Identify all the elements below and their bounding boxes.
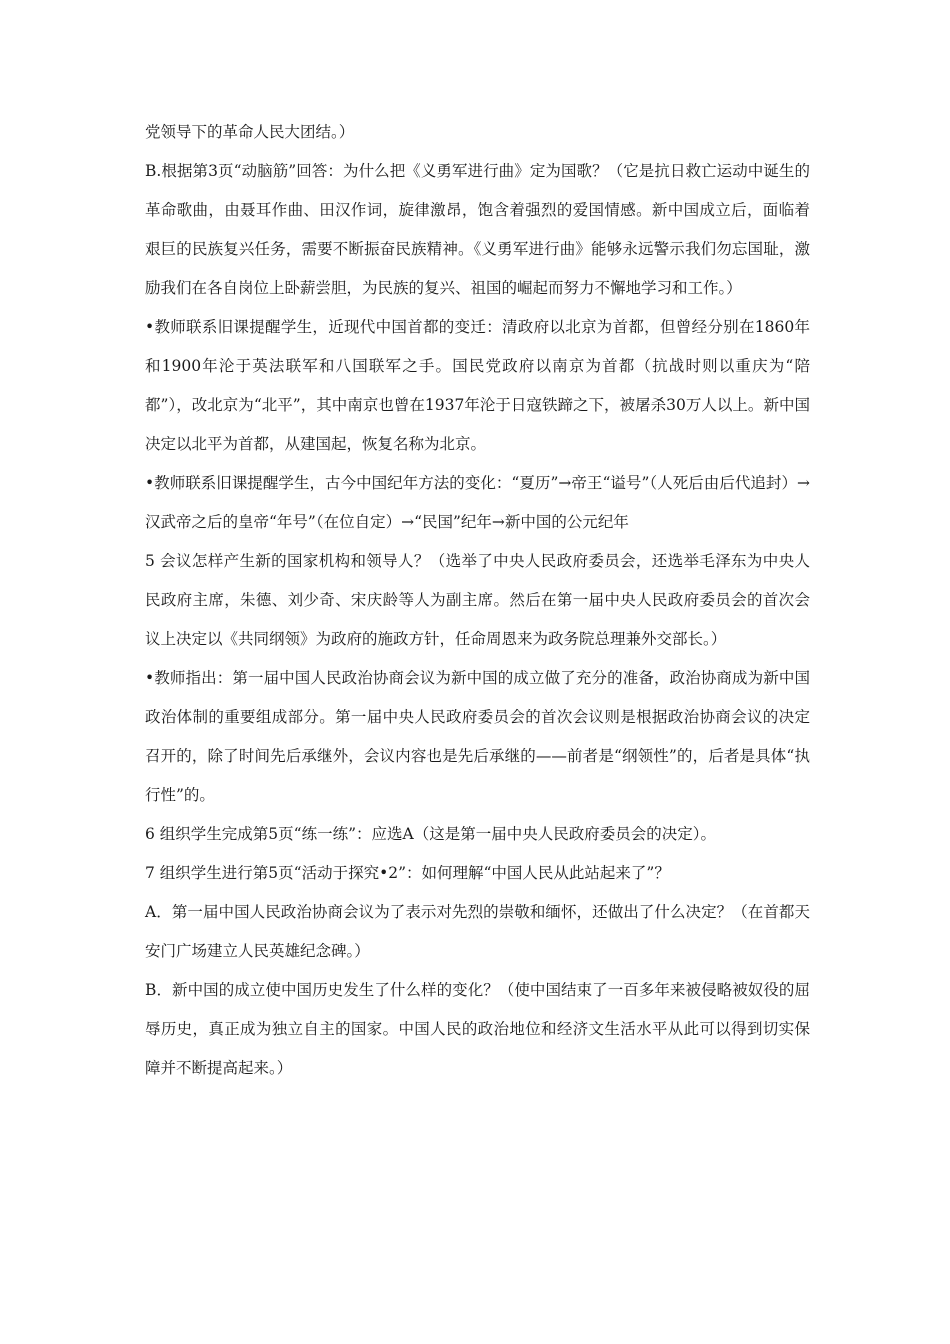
paragraph-question-6: 6 组织学生完成第5页“练一练”：应选A（这是第一届中央人民政府委员会的决定）。 (145, 825, 716, 843)
document-body (145, 113, 810, 1088)
paragraph-national-anthem: B.根据第3页“动脑筋”回答：为什么把《义勇军进行曲》定为国歌？（它是抗日救亡运动中诞生的革命歌曲，由聂耳作曲、田汉作词，旋律激昂，饱含着强烈的爱国情感。新中国成立后，面临着艰巨的民族复兴任务，需要不断振奋民族精神。《义勇军进行曲》能够永远警示我们勿忘国耻，激励我们在各自岗位上卧薪尝胆，为民族的复兴、祖国的崛起而努力不懈地学习和工作。） (145, 162, 810, 297)
paragraph-calendar-methods: •教师联系旧课提醒学生，古今中国纪年方法的变化：“夏历”→帝王“谥号”（人死后由后代追封）→汉武帝之后的皇帝“年号”（在位自定）→“民国”纪年→新中国的公元纪年 (145, 474, 810, 531)
paragraph-intro-continuation: 党领导下的革命人民大团结。） (145, 123, 355, 141)
paragraph-capital-changes: •教师联系旧课提醒学生，近现代中国首都的变迁：清政府以北京为首都，但曾经分别在1860年和1900年沦于英法联军和八国联军之手。国民党政府以南京为首都（抗战时则以重庆为“陪都”），改北京为“北平”，其中南京也曾在1937年沦于日寇铁蹄之下，被屠杀30万人以上。新中国决定以北平为首都，从建国起，恢复名称为北京。 (145, 318, 810, 453)
paragraph-question-7: 7 组织学生进行第5页“活动于探究•2”：如何理解“中国人民从此站起来了”？ (145, 864, 670, 882)
paragraph-question-5: 5 会议怎样产生新的国家机构和领导人？（选举了中央人民政府委员会，还选举毛泽东为中央人民政府主席，朱德、刘少奇、宋庆龄等人为副主席。然后在第一届中央人民政府委员会的首次会议上决定以《共同纲领》为政府的施政方针，任命周恩来为政务院总理兼外交部长。） (145, 552, 810, 648)
paragraph-question-7b: B．新中国的成立使中国历史发生了什么样的变化？（使中国结束了一百多年来被侵略被奴役的屈辱历史，真正成为独立自主的国家。中国人民的政治地位和经济文生活水平从此可以得到切实保障并不断提高起来。） (145, 981, 810, 1077)
paragraph-question-7a: A．第一届中国人民政治协商会议为了表示对先烈的崇敬和缅怀，还做出了什么决定？（在首都天安门广场建立人民英雄纪念碑。） (145, 903, 810, 960)
paragraph-teacher-notes: •教师指出：第一届中国人民政治协商会议为新中国的成立做了充分的准备，政治协商成为新中国政治体制的重要组成部分。第一届中央人民政府委员会的首次会议则是根据政治协商会议的决定召开的，除了时间先后承继外，会议内容也是先后承继的——前者是“纲领性”的，后者是具体“执行性”的。 (145, 669, 810, 804)
